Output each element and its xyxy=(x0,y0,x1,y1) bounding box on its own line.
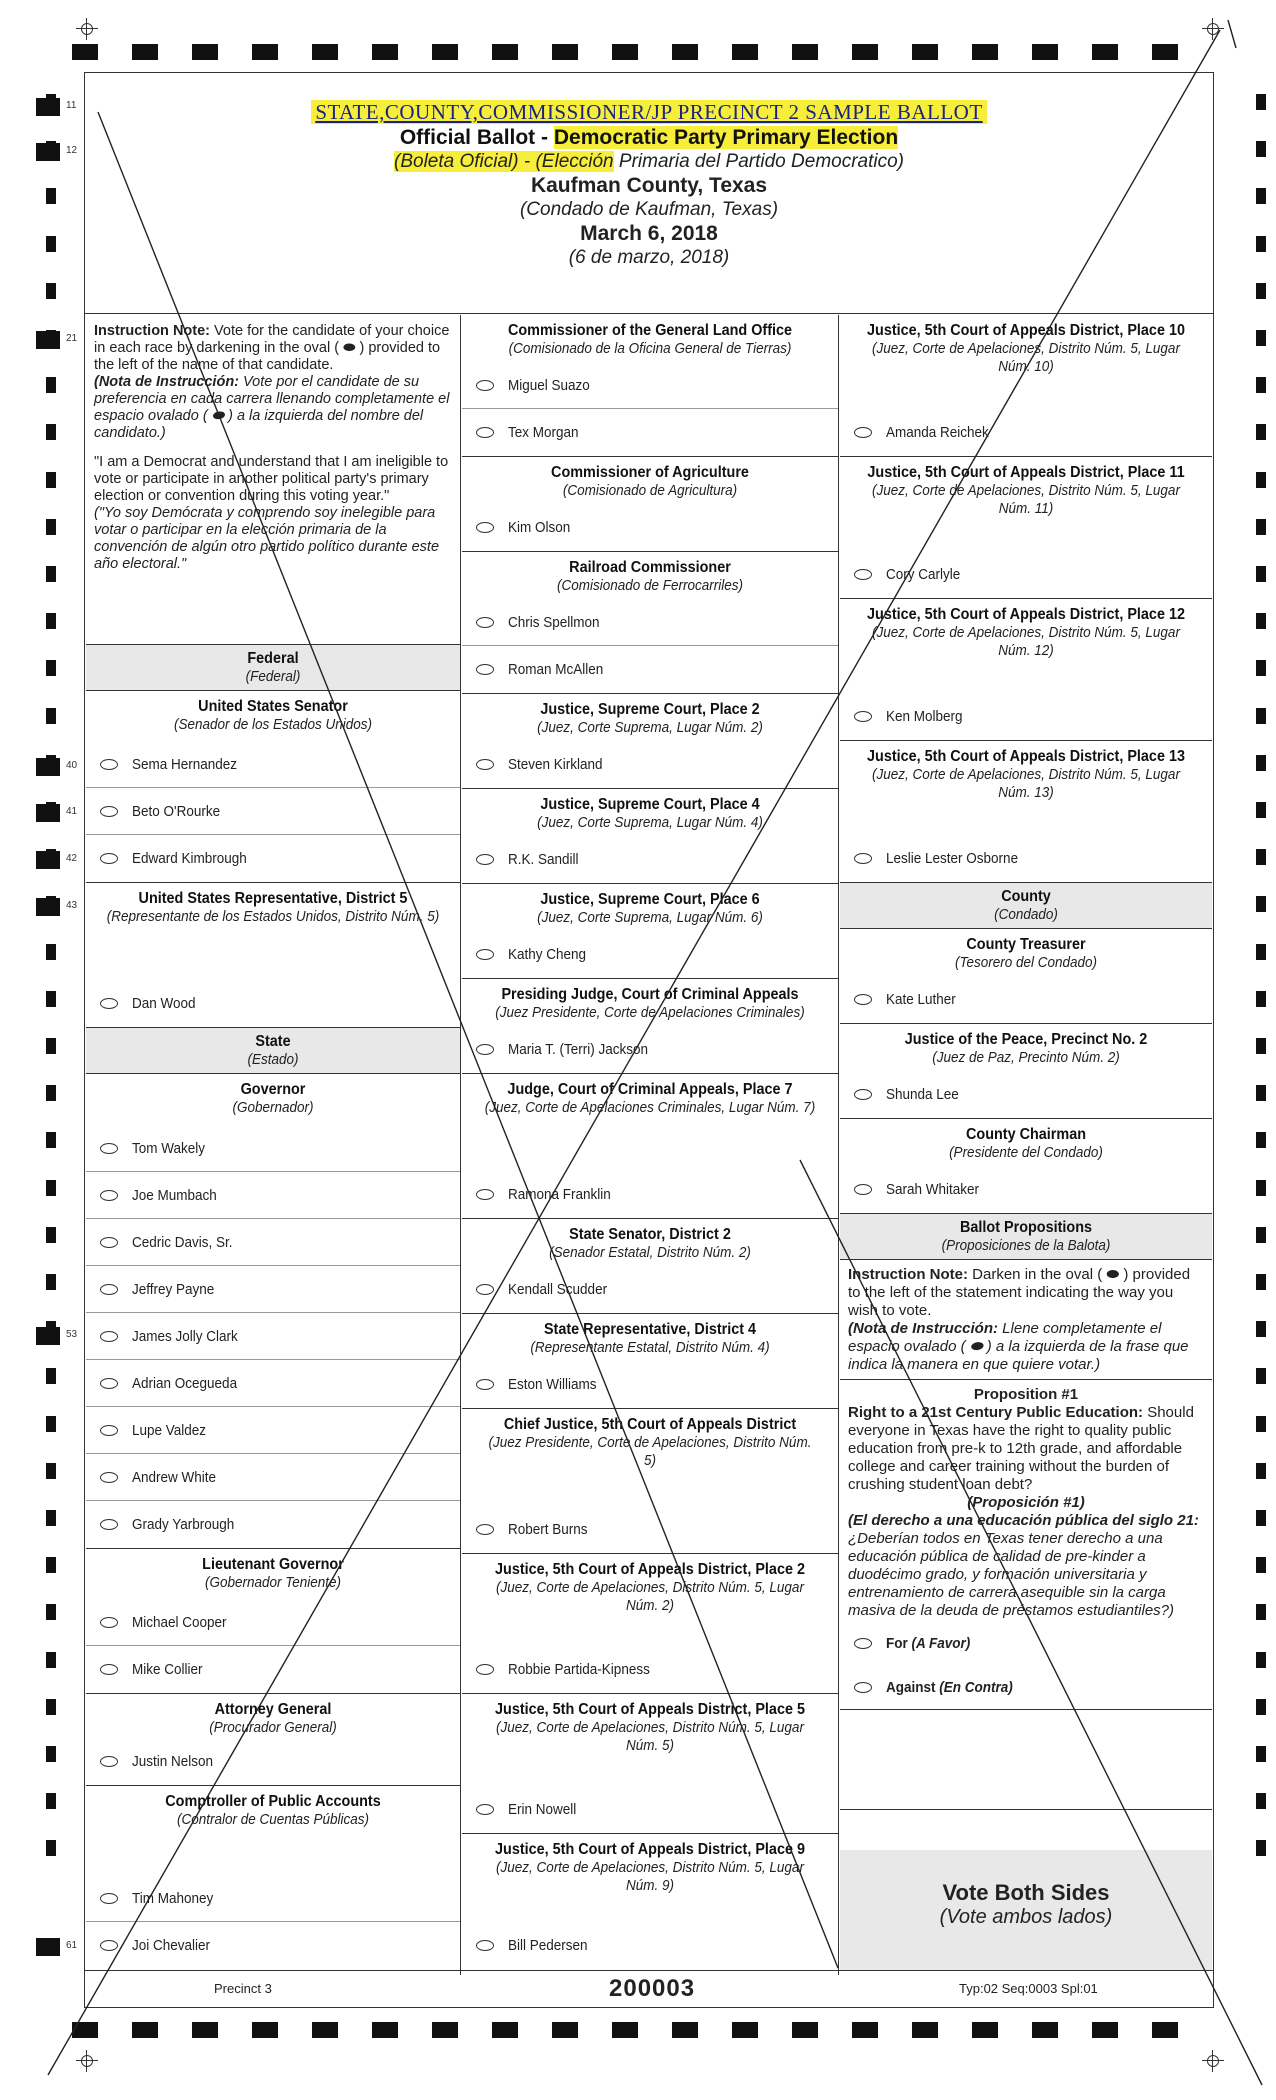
contest-subtitle: (Juez, Corte de Apelaciones, Distrito Núm. 5, Lugar Núm. 2) xyxy=(496,1579,804,1614)
contest-title: State Senator, District 2 xyxy=(569,1226,731,1243)
row-number: 40 xyxy=(66,760,78,771)
candidate-name: Ramona Franklin xyxy=(508,1186,611,1203)
contest-title: Justice, 5th Court of Appeals District, Place 10 xyxy=(867,322,1185,339)
county-name-es: (Condado de Kaufman, Texas) xyxy=(519,199,779,220)
section-county: County (Condado) xyxy=(840,883,1212,929)
candidate-name: Grady Yarbrough xyxy=(132,1516,235,1533)
row-number: 42 xyxy=(66,853,78,864)
vote-both-sides: Vote Both Sides (Vote ambos lados) xyxy=(840,1850,1212,1970)
contest-subtitle: (Comisionado de Ferrocarriles) xyxy=(556,577,744,594)
contest-title: Justice, Supreme Court, Place 4 xyxy=(540,796,760,813)
section-state: State (Estado) xyxy=(86,1028,460,1074)
row-number: 41 xyxy=(66,806,78,817)
candidate-name: Erin Nowell xyxy=(508,1801,577,1818)
election-date: March 6, 2018 xyxy=(580,222,718,245)
candidate-name: Shunda Lee xyxy=(886,1086,959,1103)
contest-subtitle: (Representante Estatal, Distrito Núm. 4) xyxy=(530,1339,770,1356)
contest-title: Chief Justice, 5th Court of Appeals District xyxy=(503,1416,797,1433)
contest-title: Justice, Supreme Court, Place 6 xyxy=(540,891,760,908)
candidate-name: Cory Carlyle xyxy=(886,566,961,583)
contest-subtitle: (Gobernador Teniente) xyxy=(204,1574,342,1591)
row-number: 61 xyxy=(66,1940,78,1951)
contest-subtitle: (Juez de Paz, Precinto Núm. 2) xyxy=(932,1049,1120,1066)
cross-line xyxy=(800,1160,1262,2085)
contest-subtitle: (Juez, Corte de Apelaciones, Distrito Núm. 5, Lugar Núm. 10) xyxy=(872,340,1180,375)
contest-title: Presiding Judge, Court of Criminal Appeals xyxy=(501,986,799,1003)
section-federal: Federal (Federal) xyxy=(86,645,460,691)
contest-title: Justice, Supreme Court, Place 2 xyxy=(540,701,760,718)
contest-title: County Chairman xyxy=(965,1126,1087,1143)
cross-line xyxy=(48,30,1220,2075)
candidate-name: R.K. Sandill xyxy=(508,851,579,868)
contest-subtitle: (Juez, Corte Suprema, Lugar Núm. 6) xyxy=(537,909,763,926)
contest-title: Railroad Commissioner xyxy=(569,559,731,576)
candidate-name: Jeffrey Payne xyxy=(132,1280,215,1298)
contest-title: State Representative, District 4 xyxy=(543,1321,757,1338)
candidate-name: Cedric Davis, Sr. xyxy=(132,1233,233,1251)
contest-subtitle: (Juez, Corte de Apelaciones Criminales, Lugar Núm. 7) xyxy=(484,1099,816,1116)
candidate-name: Michael Cooper xyxy=(132,1613,227,1631)
contest-subtitle: (Juez Presidente, Corte de Apelaciones Criminales) xyxy=(495,1004,805,1021)
candidate-name: Steven Kirkland xyxy=(508,756,603,773)
county-name: Kaufman County, Texas xyxy=(530,174,768,197)
candidate-name: Kate Luther xyxy=(886,991,956,1008)
candidate-name: Kathy Cheng xyxy=(508,946,587,963)
candidate-name: Chris Spellmon xyxy=(508,613,600,631)
contest-title: Commissioner of Agriculture xyxy=(551,464,749,481)
contest-title: United States Representative, District 5 xyxy=(138,890,408,907)
candidate-name: Kendall Scudder xyxy=(508,1281,608,1298)
ballot-sequence-number: 200003 xyxy=(609,1975,696,2002)
contest-subtitle: (Juez, Corte de Apelaciones, Distrito Núm. 5, Lugar Núm. 9) xyxy=(496,1859,804,1894)
candidate-name: Lupe Valdez xyxy=(132,1421,207,1439)
contest-subtitle: (Juez, Corte Suprema, Lugar Núm. 2) xyxy=(537,719,763,736)
sample-banner: STATE,COUNTY,COMMISSIONER/JP PRECINCT 2 SAMPLE BALLOT xyxy=(311,100,986,124)
candidate-name: Tom Wakely xyxy=(132,1139,206,1157)
election-date-es: (6 de marzo, 2018) xyxy=(568,247,730,268)
proposition-1-title: Proposition #1 xyxy=(973,1386,1079,1403)
contest-title: Judge, Court of Criminal Appeals, Place 7 xyxy=(507,1081,793,1098)
candidate-name: Beto O'Rourke xyxy=(132,802,221,820)
candidate-name: Joi Chevalier xyxy=(132,1937,211,1954)
candidate-name: Sema Hernandez xyxy=(132,755,238,773)
candidate-name: Robbie Partida-Kipness xyxy=(508,1661,650,1678)
candidate-name: Leslie Lester Osborne xyxy=(886,850,1019,867)
candidate-name: Edward Kimbrough xyxy=(132,850,247,867)
proposition-1-title-es: (Proposición #1) xyxy=(967,1494,1085,1511)
contest-title: County Treasurer xyxy=(966,936,1086,953)
contest-subtitle: (Juez, Corte de Apelaciones, Distrito Núm. 5, Lugar Núm. 11) xyxy=(872,482,1180,517)
candidate-name: Tex Morgan xyxy=(508,424,579,441)
candidate-name: Dan Wood xyxy=(132,995,196,1012)
row-number: 21 xyxy=(66,333,78,344)
ballot-type-info: Typ:02 Seq:0003 Spl:01 xyxy=(959,1981,1098,1996)
contest-title: Lieutenant Governor xyxy=(202,1556,344,1573)
ballot-title-es: (Boleta Oficial) - (Elección Primaria del Partido Democratico) xyxy=(394,151,904,172)
candidate-name: Roman McAllen xyxy=(508,661,604,678)
contest-subtitle: (Comisionado de Agricultura) xyxy=(562,482,738,499)
contest-title: Justice, 5th Court of Appeals District, Place 12 xyxy=(867,606,1185,623)
contest-title: Justice, 5th Court of Appeals District, Place 9 xyxy=(495,1841,805,1858)
candidate-name: Tim Mahoney xyxy=(132,1889,214,1907)
contest-subtitle: (Senador Estatal, Distrito Núm. 2) xyxy=(549,1244,751,1261)
instructions: Instruction Note: Vote for the candidate of your choice in each race by darkening in the oval ( ⬬ ) provided to the left of the name of that candidate. (Nota de Instrucción: Vote por el candidate de su preferencia en cada carrera llenando completamente el espacio ovalado ( ⬬ ) a la izquierda del nombre del candidato.) "I am a Democrat and understand that I am ineligible to vote or participate in another political party's primary election or convention during this voting year." ("Yo soy Demócrata y comprendo soy inelegible para votar o participar en la elección primaria de la convención de algún otro partido político durante este año electoral." xyxy=(86,315,460,645)
contest-title: Attorney General xyxy=(214,1701,332,1718)
contest-title: Justice, 5th Court of Appeals District, Place 11 xyxy=(867,464,1185,481)
candidate-name: Andrew White xyxy=(132,1468,217,1486)
cross-line xyxy=(1228,20,1236,48)
contest-subtitle: (Tesorero del Condado) xyxy=(954,954,1098,971)
candidate-name: Miguel Suazo xyxy=(508,376,590,394)
contest-title: Commissioner of the General Land Office xyxy=(507,322,793,339)
candidate-name: Robert Burns xyxy=(508,1521,588,1538)
contest-subtitle: (Juez, Corte de Apelaciones, Distrito Núm. 5, Lugar Núm. 13) xyxy=(872,766,1180,801)
row-number: 12 xyxy=(66,145,78,156)
contest-title: Justice of the Peace, Precinct No. 2 xyxy=(904,1031,1148,1048)
row-number: 43 xyxy=(66,900,78,911)
contest-subtitle: (Representante de los Estados Unidos, Distrito Núm. 5) xyxy=(106,908,440,925)
row-number: 53 xyxy=(66,1329,78,1340)
row-number: 11 xyxy=(66,100,77,111)
cross-line xyxy=(838,1968,1240,2070)
section-propositions: Ballot Propositions (Proposiciones de la Balota) xyxy=(840,1214,1212,1260)
contest-subtitle: (Juez Presidente, Corte de Apelaciones, Distrito Núm. 5) xyxy=(488,1434,812,1469)
contest-title: Governor xyxy=(240,1081,306,1098)
contest-subtitle: (Presidente del Condado) xyxy=(949,1144,1103,1161)
cross-line xyxy=(98,112,838,1968)
proposition-1-against[interactable]: Against (En Contra) xyxy=(840,1664,1212,1711)
candidate-name: Joe Mumbach xyxy=(132,1186,217,1204)
candidate-name: Adrian Ocegueda xyxy=(132,1374,238,1392)
contest-subtitle: (Gobernador) xyxy=(232,1099,314,1116)
contest-subtitle: (Procurador General) xyxy=(209,1719,337,1736)
candidate-name: Eston Williams xyxy=(508,1376,597,1393)
contest-title: Justice, 5th Court of Appeals District, Place 13 xyxy=(867,748,1185,765)
candidate-name: Ken Molberg xyxy=(886,708,963,725)
candidate-name: James Jolly Clark xyxy=(132,1327,238,1345)
contest-subtitle: (Juez, Corte Suprema, Lugar Núm. 4) xyxy=(537,814,763,831)
contest-subtitle: (Comisionado de la Oficina General de Tierras) xyxy=(508,340,792,357)
candidate-name: Maria T. (Terri) Jackson xyxy=(508,1041,649,1058)
candidate-name: Bill Pedersen xyxy=(508,1937,588,1954)
contest-title: United States Senator xyxy=(198,698,348,715)
candidate-name: Mike Collier xyxy=(132,1661,203,1678)
contest-title: Comptroller of Public Accounts xyxy=(165,1793,381,1810)
contest-subtitle: (Juez, Corte de Apelaciones, Distrito Núm. 5, Lugar Núm. 5) xyxy=(496,1719,804,1754)
precinct-label: Precinct 3 xyxy=(214,1981,272,1996)
contest-title: Justice, 5th Court of Appeals District, Place 5 xyxy=(495,1701,805,1718)
ballot-title: Official Ballot - Democratic Party Primary Election xyxy=(399,126,899,149)
contest-subtitle: (Juez, Corte de Apelaciones, Distrito Núm. 5, Lugar Núm. 12) xyxy=(872,624,1180,659)
proposition-1-for[interactable]: For (A Favor) xyxy=(840,1620,1212,1667)
contest-subtitle: (Senador de los Estados Unidos) xyxy=(173,716,373,733)
candidate-name: Kim Olson xyxy=(508,519,571,536)
proposition-1-text-es: (El derecho a una educación pública del siglo 21: ¿Deberían todos en Texas tener derecho a una educación pública de calidad de pre-kinder a duodécimo grado, y formación universitaria y entrenamiento de carrera asequible sin la carga masiva de la deuda de préstamos estudiantiles?) xyxy=(848,1512,1199,1619)
candidate-name: Sarah Whitaker xyxy=(886,1181,980,1198)
candidate-name: Justin Nelson xyxy=(132,1753,214,1770)
candidate-name: Amanda Reichek xyxy=(886,424,989,441)
contest-subtitle: (Contralor de Cuentas Públicas) xyxy=(176,1811,370,1828)
contest-title: Justice, 5th Court of Appeals District, Place 2 xyxy=(495,1561,805,1578)
proposition-instructions: Instruction Note: Darken in the oval ( ⬬ ) provided to the left of the statement indicating the way you wish to vote. (Nota de Instrucción: Llene completamente el espacio ovalado ( ⬬ ) a la izquierda de la frase que indica la manera en que quiere votar.) xyxy=(840,1260,1212,1380)
proposition-1-text: Right to a 21st Century Public Education: Should everyone in Texas have the right to quality public education from pre-k to 12th grade, and affordable college and career training without the burden of crushing student loan debt? xyxy=(848,1404,1194,1493)
